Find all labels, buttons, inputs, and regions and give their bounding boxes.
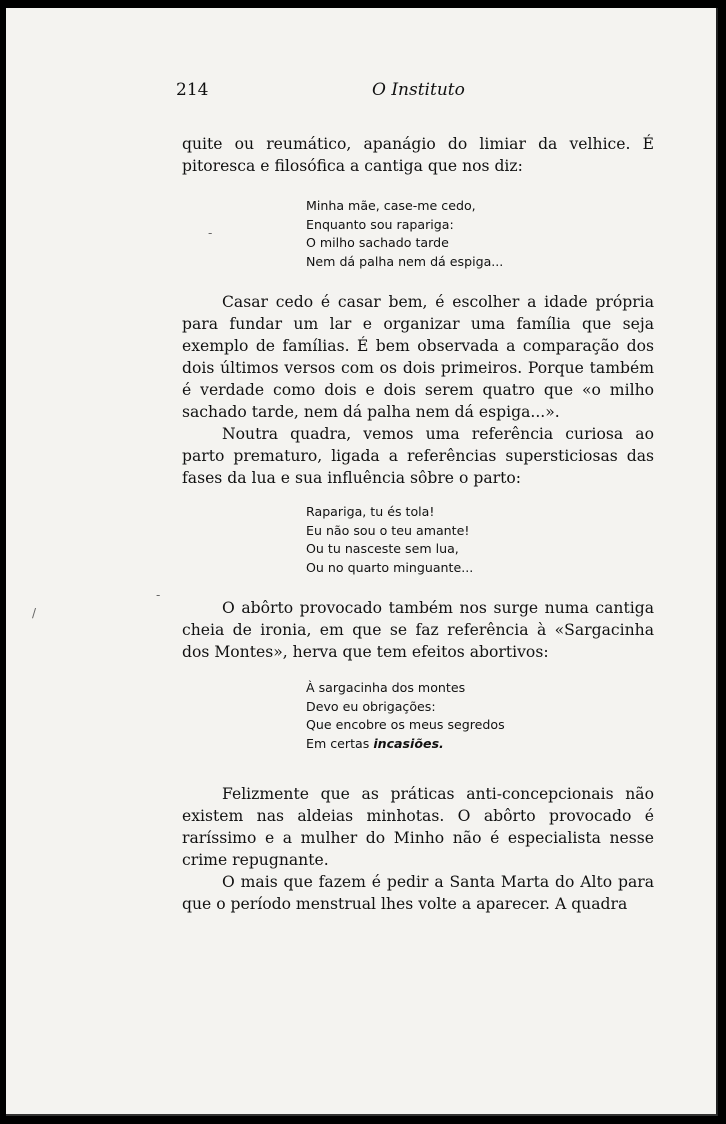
page-body [182,133,654,915]
verse-line: Eu não sou o teu amante! [306,522,470,538]
verse-line: Devo eu obrigações: [306,698,436,714]
verse-line-prefix: Em certas [306,735,374,751]
verse-quatrain-3 [306,679,654,753]
book-page [6,8,718,1116]
page-header [176,80,654,104]
verse-line: Rapariga, tu és tola! [306,504,435,519]
margin-speck: - [156,588,161,602]
paragraph: O abôrto provocado também nos surge numa cantiga cheia de ironia, em que se faz referência à «Sargacinha dos Montes», herva que tem efeitos abortivos: [182,599,654,661]
verse-line: À sargacinha dos montes [306,680,466,695]
verse-quatrain-1 [306,197,654,271]
verse-line: Minha mãe, case-me cedo, [306,198,476,213]
running-title: O Instituto [372,80,465,100]
verse-line: O milho sachado tarde [306,235,449,250]
margin-speck: / [32,606,37,620]
verse-line: Nem dá palha nem dá espiga... [306,253,504,269]
verse-line: Que encobre os meus segredos [306,717,505,732]
page-number: 214 [176,80,209,100]
verse-line: Ou no quarto minguante... [306,559,474,575]
verse-line: Enquanto sou rapariga: [306,216,454,232]
paragraph: Casar cedo é casar bem, é escolher a idade própria para fundar um lar e organizar uma família que seja exemplo de famílias. É bem observada a comparação dos dois últimos versos com os dois primeiros. Porque também é verdade como dois e dois serem quatro que «o milho sachado tarde, nem dá palha nem dá espiga...». [182,293,654,421]
paragraph: Noutra quadra, vemos uma referência curiosa ao parto prematuro, ligada a referências supersticiosas das fases da lua e sua influência sôbre o parto: [182,425,654,487]
verse-quatrain-2 [306,503,654,577]
verse-line: Ou tu nasceste sem lua, [306,541,459,556]
paragraph: O mais que fazem é pedir a Santa Marta do Alto para que o período menstrual lhes volte a aparecer. A quadra [182,873,654,913]
verse-line-last [306,735,654,754]
paragraph-continuation: quite ou reumático, apanágio do limiar da velhice. É pitoresca e filosófica a cantiga que nos diz: [182,135,654,175]
paragraph: Felizmente que as práticas anti-concepcionais não existem nas aldeias minhotas. O abôrto provocado é raríssimo e a mulher do Minho não é especialista nesse crime repugnante. [182,785,654,869]
margin-speck: - [208,226,213,240]
verse-italic-word: incasiões. [373,735,444,751]
